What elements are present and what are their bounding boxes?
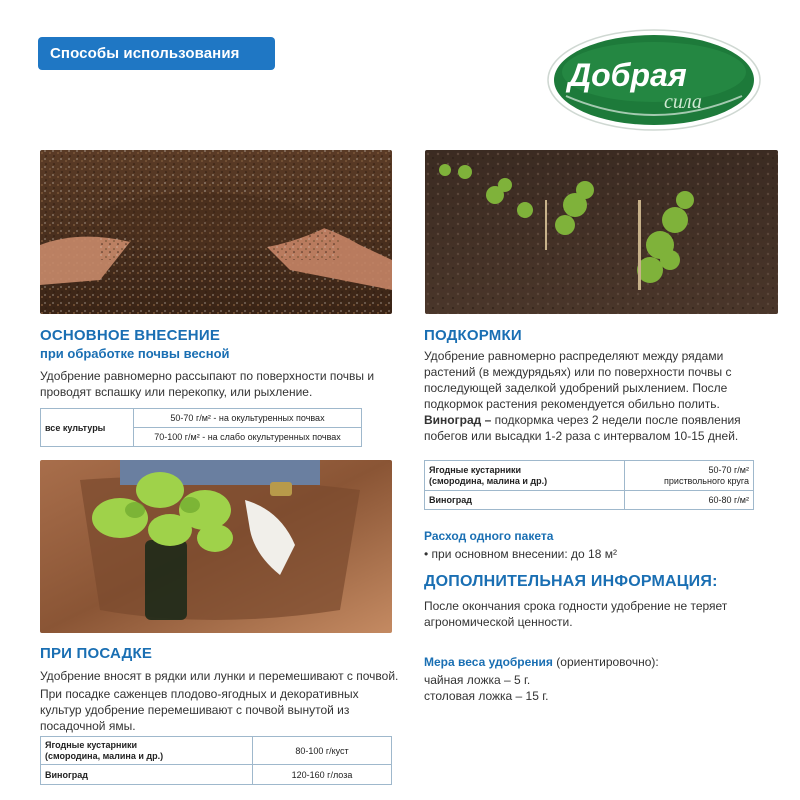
berries-name-2: (смородина, малина и др.) (429, 475, 548, 486)
top-dressing-text-4: подкормок растения рекомендуется обильно полить. (424, 397, 720, 411)
top-dressing-title: ПОДКОРМКИ (424, 327, 522, 344)
measure-note: (ориентировочно): (552, 655, 659, 669)
main-application-title: ОСНОВНОЕ ВНЕСЕНИЕ (40, 327, 221, 344)
table-cell-grape: Виноград (425, 491, 625, 510)
planting-text-4: посадочной ямы. (40, 719, 136, 733)
additional-info-text-2: агрономической ценности. (424, 615, 573, 629)
logo-word-dobraya: Добрая (568, 57, 687, 93)
additional-info-title: ДОПОЛНИТЕЛЬНАЯ ИНФОРМАЦИЯ: (424, 573, 718, 590)
berries-name-1: Ягодные кустарники (429, 464, 522, 475)
logo-word-sila: сила (664, 91, 702, 113)
main-application-subtitle: при обработке почвы весной (40, 346, 230, 361)
package-consumption-item: • при основном внесении: до 18 м² (424, 547, 617, 561)
main-application-table (40, 408, 362, 447)
table-cell-rate-2: 70-100 г/м² - на слабо окультуренных почвах (134, 428, 362, 447)
additional-info-text-1: После окончания срока годности удобрение не теряет (424, 599, 728, 613)
main-application-text-1: Удобрение равномерно рассыпают по поверхности почвы и (40, 369, 375, 383)
section-badge: Способы использования (38, 37, 275, 70)
table-cell-planting-berries-rate: 80-100 г/куст (253, 737, 392, 765)
planting-title: ПРИ ПОСАДКЕ (40, 645, 153, 662)
top-dressing-grape-text-1 (424, 412, 741, 428)
measure-title: Мера веса удобрения (424, 655, 553, 669)
package-consumption-title: Расход одного пакета (424, 529, 554, 543)
planting-text-3: культур удобрение перемешивают с почвой вынутой из (40, 703, 350, 717)
table-cell-planting-grape: Виноград (41, 765, 253, 785)
measure-teaspoon: чайная ложка – 5 г. (424, 673, 531, 687)
planting-text-1: Удобрение вносят в рядки или лунки и перемешивают с почвой. (40, 669, 399, 683)
table-cell-berries-rate (625, 461, 754, 491)
table-cell-grape-rate: 60-80 г/м² (625, 491, 754, 510)
table-cell-crop: все культуры (41, 409, 134, 447)
top-dressing-text-2: растений (в междурядьях) или по поверхности почвы с (424, 365, 732, 379)
table-cell-rate-1: 50-70 г/м² - на окультуренных почвах (134, 409, 362, 428)
grape-label: Виноград – (424, 413, 492, 427)
planting-berries-name-1: Ягодные кустарники (45, 739, 138, 750)
photo-soil-hands (40, 150, 392, 314)
top-dressing-text-3: последующей заделкой удобрений рыхлением. После (424, 381, 728, 395)
top-dressing-table (424, 460, 754, 510)
photo-seedlings-row (425, 150, 778, 314)
table-cell-planting-berries (41, 737, 253, 765)
table-cell-planting-grape-rate: 120-160 г/лоза (253, 765, 392, 785)
photo-planting-hole (40, 460, 392, 633)
top-dressing-text-1: Удобрение равномерно распределяют между рядами (424, 349, 724, 363)
main-application-text-2: проводят вспашку или перекопку, или рыхление. (40, 385, 313, 399)
measure-tablespoon: столовая ложка – 15 г. (424, 689, 549, 703)
grape-text: подкормка через 2 недели после появления (491, 413, 741, 427)
table-cell-berries (425, 461, 625, 491)
measure-heading (424, 654, 659, 670)
planting-table (40, 736, 392, 785)
berries-rate-1: 50-70 г/м² (708, 464, 749, 475)
berries-rate-2: приствольного круга (664, 475, 749, 486)
top-dressing-grape-text-2: побегов или высадки 1-2 раза с интервалом 10-15 дней. (424, 429, 739, 443)
brand-logo (546, 26, 762, 134)
planting-berries-name-2: (смородина, малина и др.) (45, 750, 164, 761)
planting-text-2: При посадке саженцев плодово-ягодных и декоративных (40, 687, 359, 701)
